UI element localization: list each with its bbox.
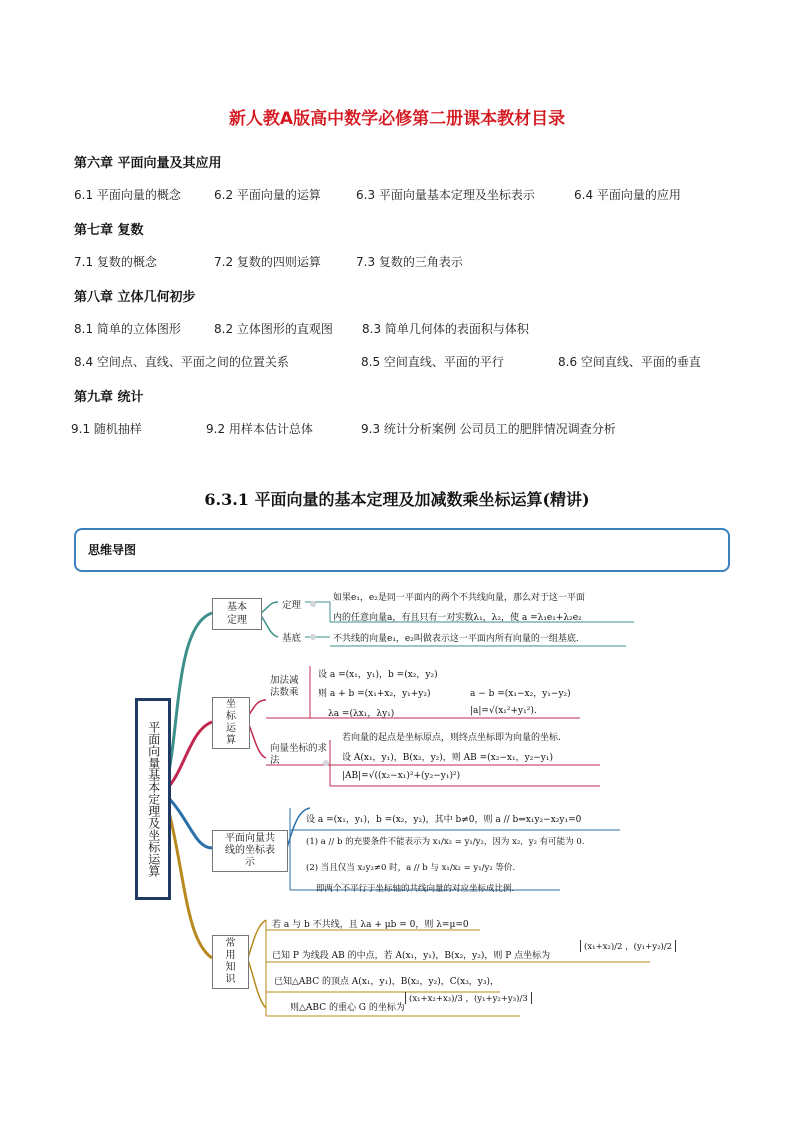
toc-item: 6.1 平面向量的概念 [74,188,181,202]
coord-text-7: 设 A(x₁，y₁)，B(x₂，y₂)，则 AB =(x₂−x₁，y₂−y₁) [342,753,554,763]
knowledge-text-3: 已知△ABC 的顶点 A(x₁，y₁)，B(x₂，y₂)，C(x₃，y₃)， [274,977,500,987]
coord-text-3: a − b =(x₁−x₂，y₁−y₂) [470,689,571,699]
centroid-formula: (x₁+x₂+x₃)/3 ，(y₁+y₂+y₃)/3 [405,992,532,1004]
knowledge-text-4: 则△ABC 的重心 G 的坐标为 [290,1003,405,1013]
knowledge-text-2: 已知 P 为线段 AB 的中点，若 A(x₁，y₁)，B(x₂，y₂)，则 P 点坐标为 [272,951,551,961]
collinear-text-1: 设 a =(x₁，y₁)，b =(x₂，y₂)，其中 b≠0，则 a // b⇔x₁y₂−x₂y₁=0 [306,815,582,825]
toc-item: 9.1 随机抽样 [71,422,142,436]
sub-basis-label: 基底 [282,633,302,644]
toc-item: 8.5 空间直线、平面的平行 [361,355,504,369]
toc-item: 6.4 平面向量的应用 [574,188,681,202]
toc-item: 9.2 用样本估计总体 [206,422,313,436]
toc-item: 8.2 立体图形的直观图 [214,322,333,336]
collinear-text-3: (2) 当且仅当 x₂y₂≠0 时，a // b 与 x₁/x₂ = y₁/y₂ 等价. [306,863,516,873]
coord-text-6: 若向量的起点是坐标原点，则终点坐标即为向量的坐标. [342,733,561,743]
coord-text-5: |a|=√(x₁²+y₁²). [470,706,537,716]
midpoint-formula: (x₁+x₂)/2 ，(y₁+y₂)/2 [580,940,676,952]
chapter-6-items [74,186,724,202]
bullet-dot [323,760,329,766]
chapter-8-heading: 第八章 立体几何初步 [74,290,196,305]
toc-item: 7.1 复数的概念 [74,255,157,269]
chapter-7-heading: 第七章 复数 [74,223,144,238]
collinear-text-4: 即两个不平行于坐标轴的共线向量的对应坐标成比例. [316,884,515,894]
mindmap-root: 平面向量基本定理及坐标运算 [135,698,171,900]
toc-item: 7.2 复数的四则运算 [214,255,321,269]
toc-item: 9.3 统计分析案例 公司员工的肥胖情况调查分析 [361,422,616,436]
knowledge-text-1: 若 a 与 b 不共线，且 λa + μb = 0，则 λ=μ=0 [272,920,469,930]
branch-label: 基本定理 [227,602,247,626]
basis-text: 不共线的向量e₁，e₂叫做表示这一平面内所有向量的一组基底. [333,634,579,644]
branch-common-knowledge [212,935,249,989]
chapter-8-items-row2 [74,353,734,369]
sub-add-sub-scale: 加法减法数乘 [270,675,299,698]
chapter-7-items [74,253,724,269]
toc-item: 8.4 空间点、直线、平面之间的位置关系 [74,355,289,369]
mindmap-header-box [74,528,730,572]
toc-item: 7.3 复数的三角表示 [356,255,463,269]
toc-item: 6.3 平面向量基本定理及坐标表示 [356,188,535,202]
coord-text-4: λa =(λx₁，λy₁) [328,709,395,719]
sub-theorem-label: 定理 [282,600,302,611]
coord-text-1: 设 a =(x₁，y₁)，b =(x₂，y₂) [318,670,438,680]
coord-text-2: 则 a + b =(x₁+x₂，y₁+y₂) [318,689,431,699]
branch-label: 常用知识 [225,938,236,985]
branch-label: 坐标运算 [226,699,236,746]
theorem-text-1: 如果e₁，e₂是同一平面内的两个不共线向量，那么对于这一平面 [333,593,585,603]
bullet-dot [310,601,316,607]
mindmap-header-label: 思维导图 [88,543,137,557]
chapter-6-heading: 第六章 平面向量及其应用 [74,156,222,171]
branch-collinear-coords [212,830,288,872]
coord-text-8: |AB|=√((x₂−x₁)²+(y₂−y₁)²) [342,771,461,781]
toc-item: 6.2 平面向量的运算 [214,188,321,202]
section-title: 6.3.1 平面向量的基本定理及加减数乘坐标运算(精讲) [204,490,590,509]
branch-basic-theorem [212,598,262,630]
chapter-9-items [71,420,724,436]
theorem-text-2: 内的任意向量a，有且只有一对实数λ₁，λ₂，使 a =λ₁e₁+λ₂e₂ [333,613,582,623]
branch-1-link [166,613,212,785]
chapter-8-items-row1 [74,320,724,336]
document-title: 新人教A版高中数学必修第二册课本教材目录 [228,109,566,129]
chapter-9-heading: 第九章 统计 [74,390,144,405]
toc-item: 8.6 空间直线、平面的垂直 [558,355,701,369]
mindmap-connectors [0,580,794,1030]
sub-vector-coord-method: 向量坐标的求法 [270,743,328,766]
branch-4-link [166,800,212,958]
branch-coordinate-ops [212,697,250,749]
branch-label: 平面向量共线的坐标表示 [225,833,275,868]
collinear-text-2: (1) a // b 的充要条件不能表示为 x₁/x₂ = y₁/y₂，因为 x₂，y₂ 有可能为 0. [306,837,585,847]
branch-3-link [166,795,212,848]
bullet-dot [310,634,316,640]
toc-item: 8.1 简单的立体图形 [74,322,181,336]
toc-item: 8.3 简单几何体的表面积与体积 [362,322,529,336]
